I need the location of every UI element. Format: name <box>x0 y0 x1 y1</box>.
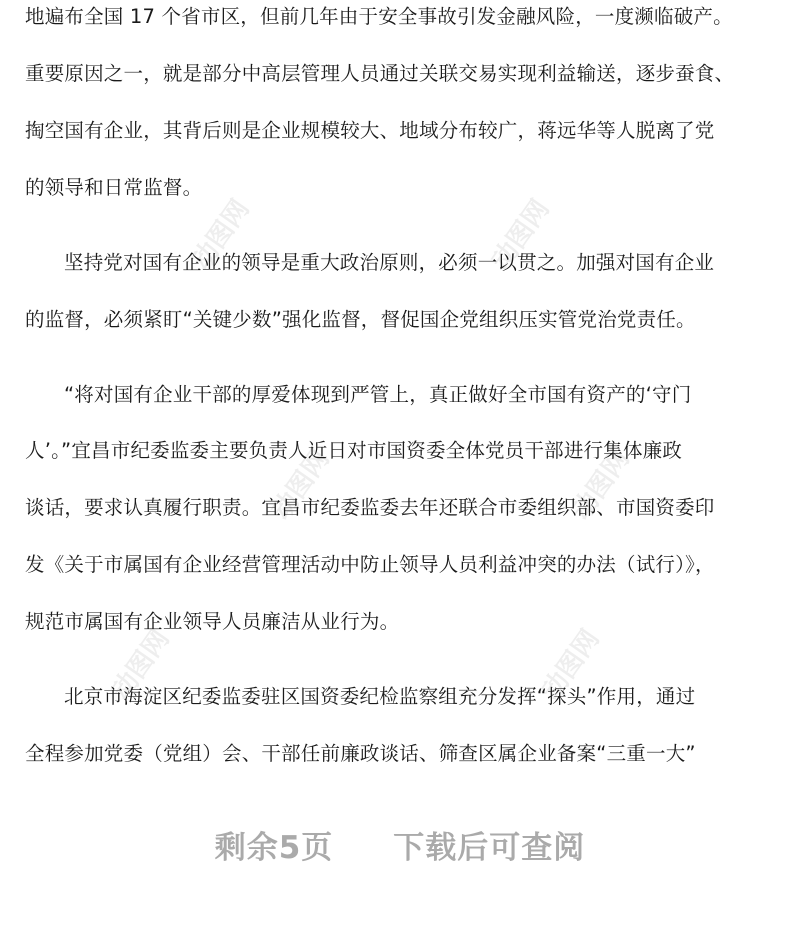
watermark: 动图网 <box>186 194 256 276</box>
text-line: 地遍布全国 17 个省市区，但前几年由于安全事故引发金融风险，一度濒临破产。 <box>25 5 733 28</box>
text-line: 重要原因之一，就是部分中高层管理人员通过关联交易实现利益输送，逐步蚕食、 <box>25 62 735 85</box>
watermark: 动图网 <box>486 194 556 276</box>
text-line: 人’。”宜昌市纪委监委主要负责人近日对市国资委全体党员干部进行集体廉政 <box>25 439 683 462</box>
text-line: 规范市属国有企业领导人员廉洁从业行为。 <box>25 610 400 633</box>
download-to-view-label[interactable]: 下载后可查阅 <box>393 830 586 866</box>
text-line: 掏空国有企业，其背后则是企业规模较大、地域分布较广，蒋远华等人脱离了党 <box>25 119 715 142</box>
remaining-pages-label: 剩余5页 <box>214 830 334 866</box>
text-line: 坚持党对国有企业的领导是重大政治原则，必须一以贯之。加强对国有企业 <box>64 251 715 274</box>
text-line: 谈话，要求认真履行职责。宜昌市纪委监委去年还联合市委组织部、市国资委印 <box>25 496 715 519</box>
text-line: 全程参加党委（党组）会、干部任前廉政谈话、筛查区属企业备案“三重一大” <box>25 742 696 765</box>
download-prompt[interactable] <box>0 822 800 872</box>
text-line: 的监督，必须紧盯“关键少数”强化监督，督促国企党组织压实管党治党责任。 <box>25 308 696 331</box>
text-line: 发《关于市属国有企业经营管理活动中防止领导人员利益冲突的办法（试行）》， <box>25 553 715 576</box>
watermark: 动图网 <box>266 444 336 526</box>
text-line: 北京市海淀区纪委监委驻区国资委纪检监察组充分发挥“探头”作用，通过 <box>64 685 696 708</box>
watermark: 动图网 <box>566 444 636 526</box>
watermark: 动图网 <box>536 624 606 706</box>
text-line: “将对国有企业干部的厚爱体现到严管上，真正做好全市国有资产的‘守门 <box>64 383 692 406</box>
watermark: 动图网 <box>106 624 176 706</box>
text-line: 的领导和日常监督。 <box>25 176 203 199</box>
